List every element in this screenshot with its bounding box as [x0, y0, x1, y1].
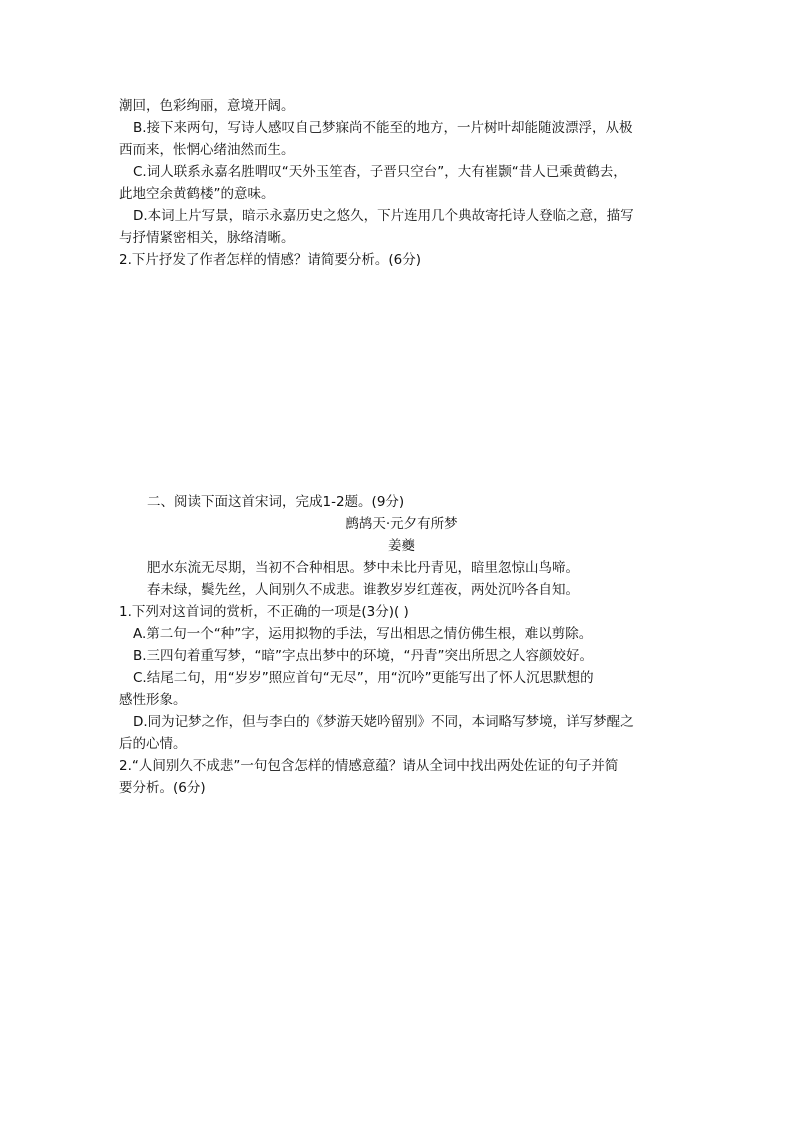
option-a-continuation: 潮回，色彩绚丽，意境开阔。: [119, 98, 295, 114]
option-c-line1: C.词人联系永嘉名胜喟叹“天外玉笙杳，子晋只空台”，大有崔颢“昔人已乘黄鹤去，: [133, 164, 627, 180]
question-2b-line2: 要分析。(6分): [119, 780, 206, 796]
q1-option-c-line1: C.结尾二句，用“岁岁”照应首句“无尽”，用“沉吟”更能写出了怀人沉思默想的: [133, 670, 594, 686]
poem-author: 姜夔: [388, 538, 415, 554]
q1-option-a: A.第二句一个“种”字，运用拟物的手法，写出相思之情仿佛生根，难以剪除。: [133, 626, 593, 642]
q1-option-d-line2: 后的心情。: [119, 736, 187, 752]
question-2-prompt: 2.下片抒发了作者怎样的情感？请简要分析。(6分): [119, 252, 422, 268]
question-2b-line1: 2.“人间别久不成悲”一句包含怎样的情感意蕴？请从全词中找出两处佐证的句子并简: [119, 758, 619, 774]
question-1-prompt: 1.下列对这首词的赏析，不正确的一项是(3分)( ): [119, 604, 409, 620]
option-b-line1: B.接下来两句，写诗人感叹自己梦寐尚不能至的地方，一片树叶却能随波漂浮，从极: [133, 120, 633, 136]
poem-line-2: 春未绿，鬓先丝，人间别久不成悲。谁教岁岁红莲夜，两处沉吟各自知。: [147, 582, 579, 598]
q1-option-d-line1: D.同为记梦之作，但与李白的《梦游天姥吟留别》不同，本词略写梦境，详写梦醒之: [133, 714, 634, 730]
q1-option-b: B.三四句着重写梦，“暗”字点出梦中的环境，“丹青”突出所思之人容颜姣好。: [133, 648, 594, 664]
poem-line-1: 肥水东流无尽期，当初不合种相思。梦中未比丹青见，暗里忽惊山鸟啼。: [147, 560, 579, 576]
q1-option-c-line2: 感性形象。: [119, 692, 187, 708]
option-b-line2: 西而来，怅惘心绪油然而生。: [119, 142, 295, 158]
option-c-line2: 此地空余黄鹤楼”的意味。: [119, 186, 275, 202]
option-d-line1: D.本词上片写景，暗示永嘉历史之悠久，下片连用几个典故寄托诗人登临之意，描写: [133, 208, 634, 224]
section-heading: 二、阅读下面这首宋词，完成1-2题。(9分): [147, 494, 405, 510]
poem-title: 鹧鸪天·元夕有所梦: [345, 516, 458, 532]
option-d-line2: 与抒情紧密相关，脉络清晰。: [119, 230, 295, 246]
